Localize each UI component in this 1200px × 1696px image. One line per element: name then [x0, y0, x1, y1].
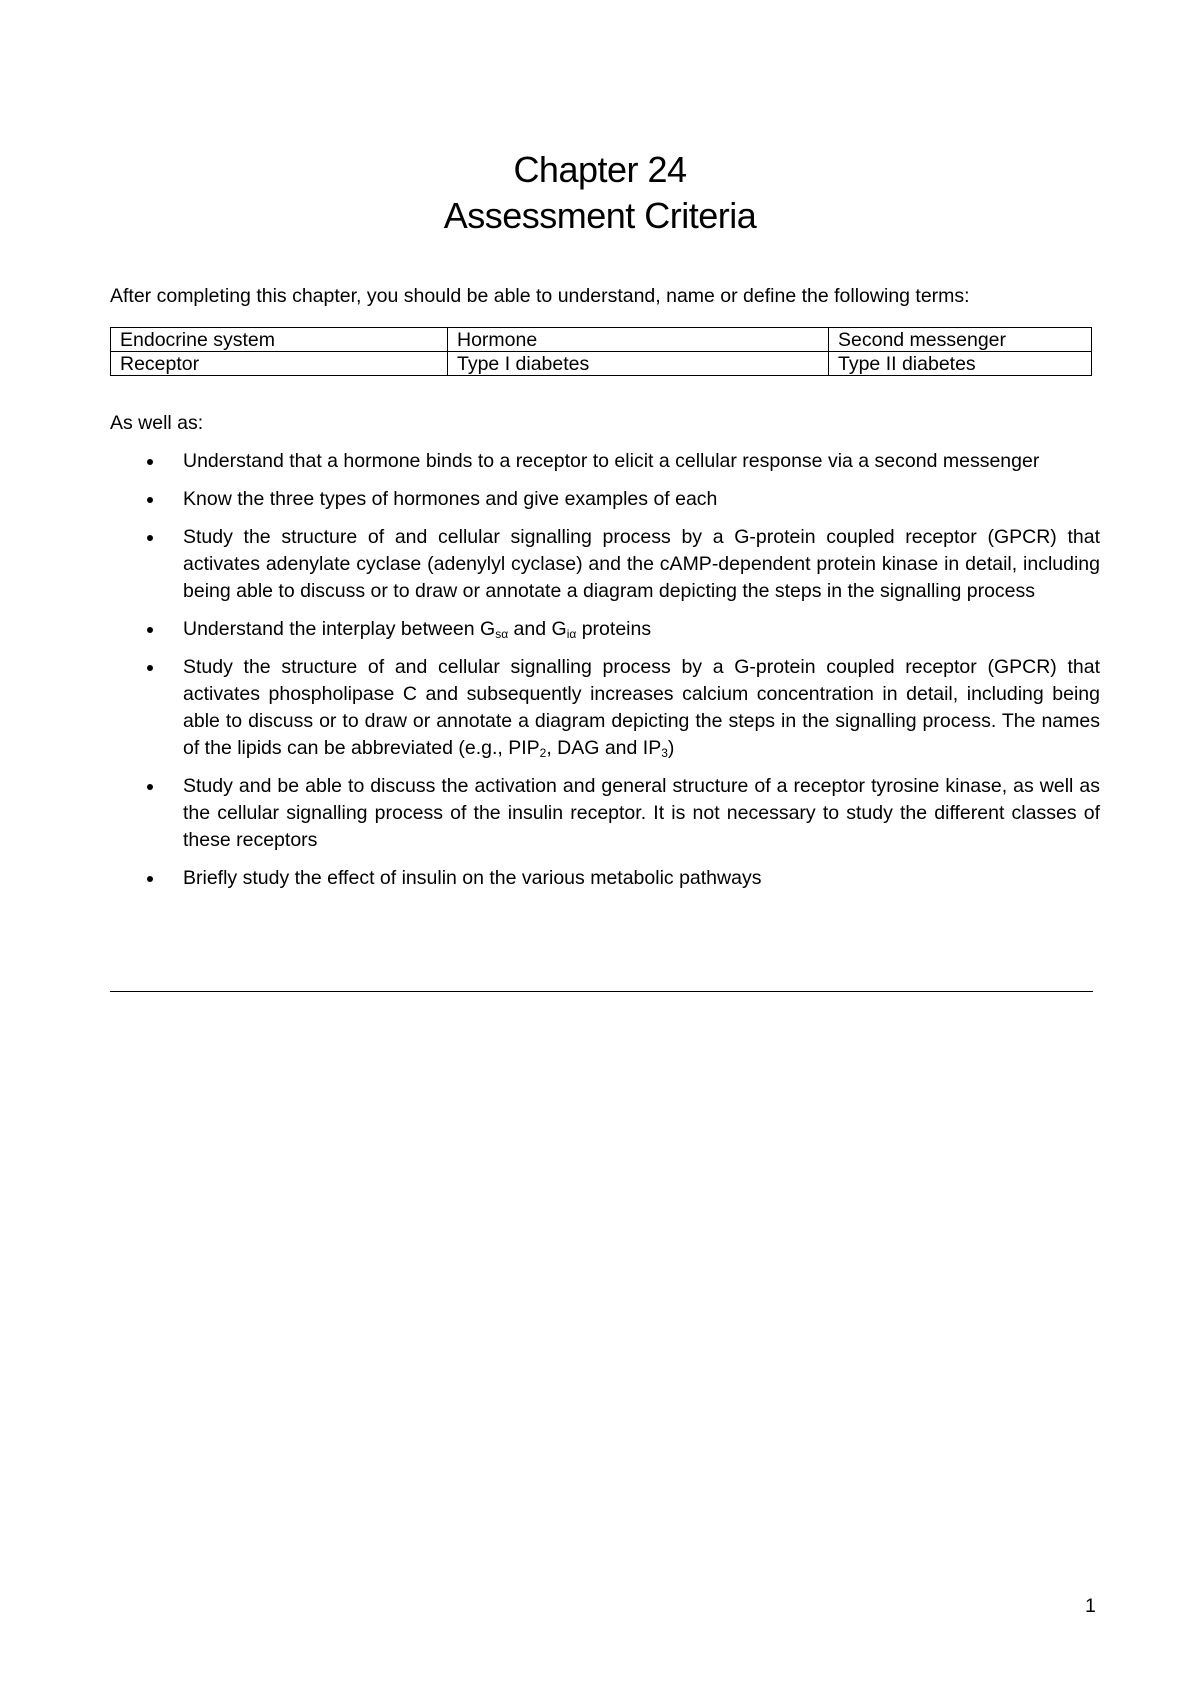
table-cell: Type II diabetes — [829, 352, 1092, 376]
bullet-icon — [147, 627, 153, 633]
list-item-text: Know the three types of hormones and give examples of each — [183, 488, 718, 510]
terms-table — [110, 327, 1092, 376]
list-item — [110, 486, 1100, 513]
subscript: 2 — [539, 746, 547, 760]
text-run: , DAG and IP — [546, 737, 662, 759]
table-cell: Second messenger — [829, 328, 1092, 352]
list-item — [110, 524, 1100, 605]
list-item-text: Understand that a hormone binds to a receptor to elicit a cellular response via a second messenger — [183, 450, 1040, 472]
text-run: Study the structure of and cellular signalling process by a G-protein coupled receptor (GPCR) that activates phospholipase C and subsequently increases calcium concentration in detail, including being able to discuss or to draw or annotate a diagram depicting the steps in the signalling process. The names of the lipids can be abbreviated (e.g., PIP — [183, 656, 1100, 759]
table-cell: Endocrine system — [111, 328, 448, 352]
subscript: sα — [495, 627, 509, 641]
text-run: and G — [508, 618, 567, 640]
criteria-list — [110, 448, 1100, 903]
bullet-icon — [147, 497, 153, 503]
list-item-text: Briefly study the effect of insulin on the various metabolic pathways — [183, 867, 762, 889]
list-item — [110, 654, 1100, 762]
bullet-icon — [147, 459, 153, 465]
table-cell: Hormone — [448, 328, 829, 352]
assessment-heading: Assessment Criteria — [443, 195, 757, 236]
list-item — [110, 865, 1100, 892]
bullet-icon — [147, 665, 153, 671]
text-run: ) — [667, 737, 675, 759]
bullet-icon — [147, 535, 153, 541]
table-row — [111, 328, 1092, 352]
list-item-text — [183, 618, 651, 640]
subscript: iα — [566, 627, 577, 641]
table-cell: Type I diabetes — [448, 352, 829, 376]
intro-text: After completing this chapter, you should be able to understand, name or define the following terms: — [110, 285, 970, 307]
list-item — [110, 616, 1100, 643]
page-title — [0, 147, 1200, 239]
list-item-text: Study and be able to discuss the activation and general structure of a receptor tyrosine kinase, as well as the cellular signalling process of the insulin receptor. It is not necessary to study the different classes of these receptors — [183, 775, 1100, 851]
text-run: proteins — [576, 618, 652, 640]
text-run: Understand the interplay between G — [183, 618, 496, 640]
bullet-icon — [147, 784, 153, 790]
subscript: 3 — [661, 746, 668, 760]
as-well-as-label: As well as: — [110, 412, 204, 434]
table-row — [111, 352, 1092, 376]
list-item — [110, 773, 1100, 854]
list-item — [110, 448, 1100, 475]
list-item-text — [183, 656, 1100, 759]
table-cell: Receptor — [111, 352, 448, 376]
list-item-text: Study the structure of and cellular signalling process by a G-protein coupled receptor (GPCR) that activates adenylate cyclase (adenylyl cyclase) and the cAMP-dependent protein kinase in detail, including being able to discuss or to draw or annotate a diagram depicting the steps in the signalling process — [183, 526, 1100, 602]
chapter-heading: Chapter 24 — [513, 149, 687, 190]
horizontal-rule — [110, 991, 1093, 992]
page-number: 1 — [1085, 1595, 1096, 1617]
bullet-icon — [147, 876, 153, 882]
